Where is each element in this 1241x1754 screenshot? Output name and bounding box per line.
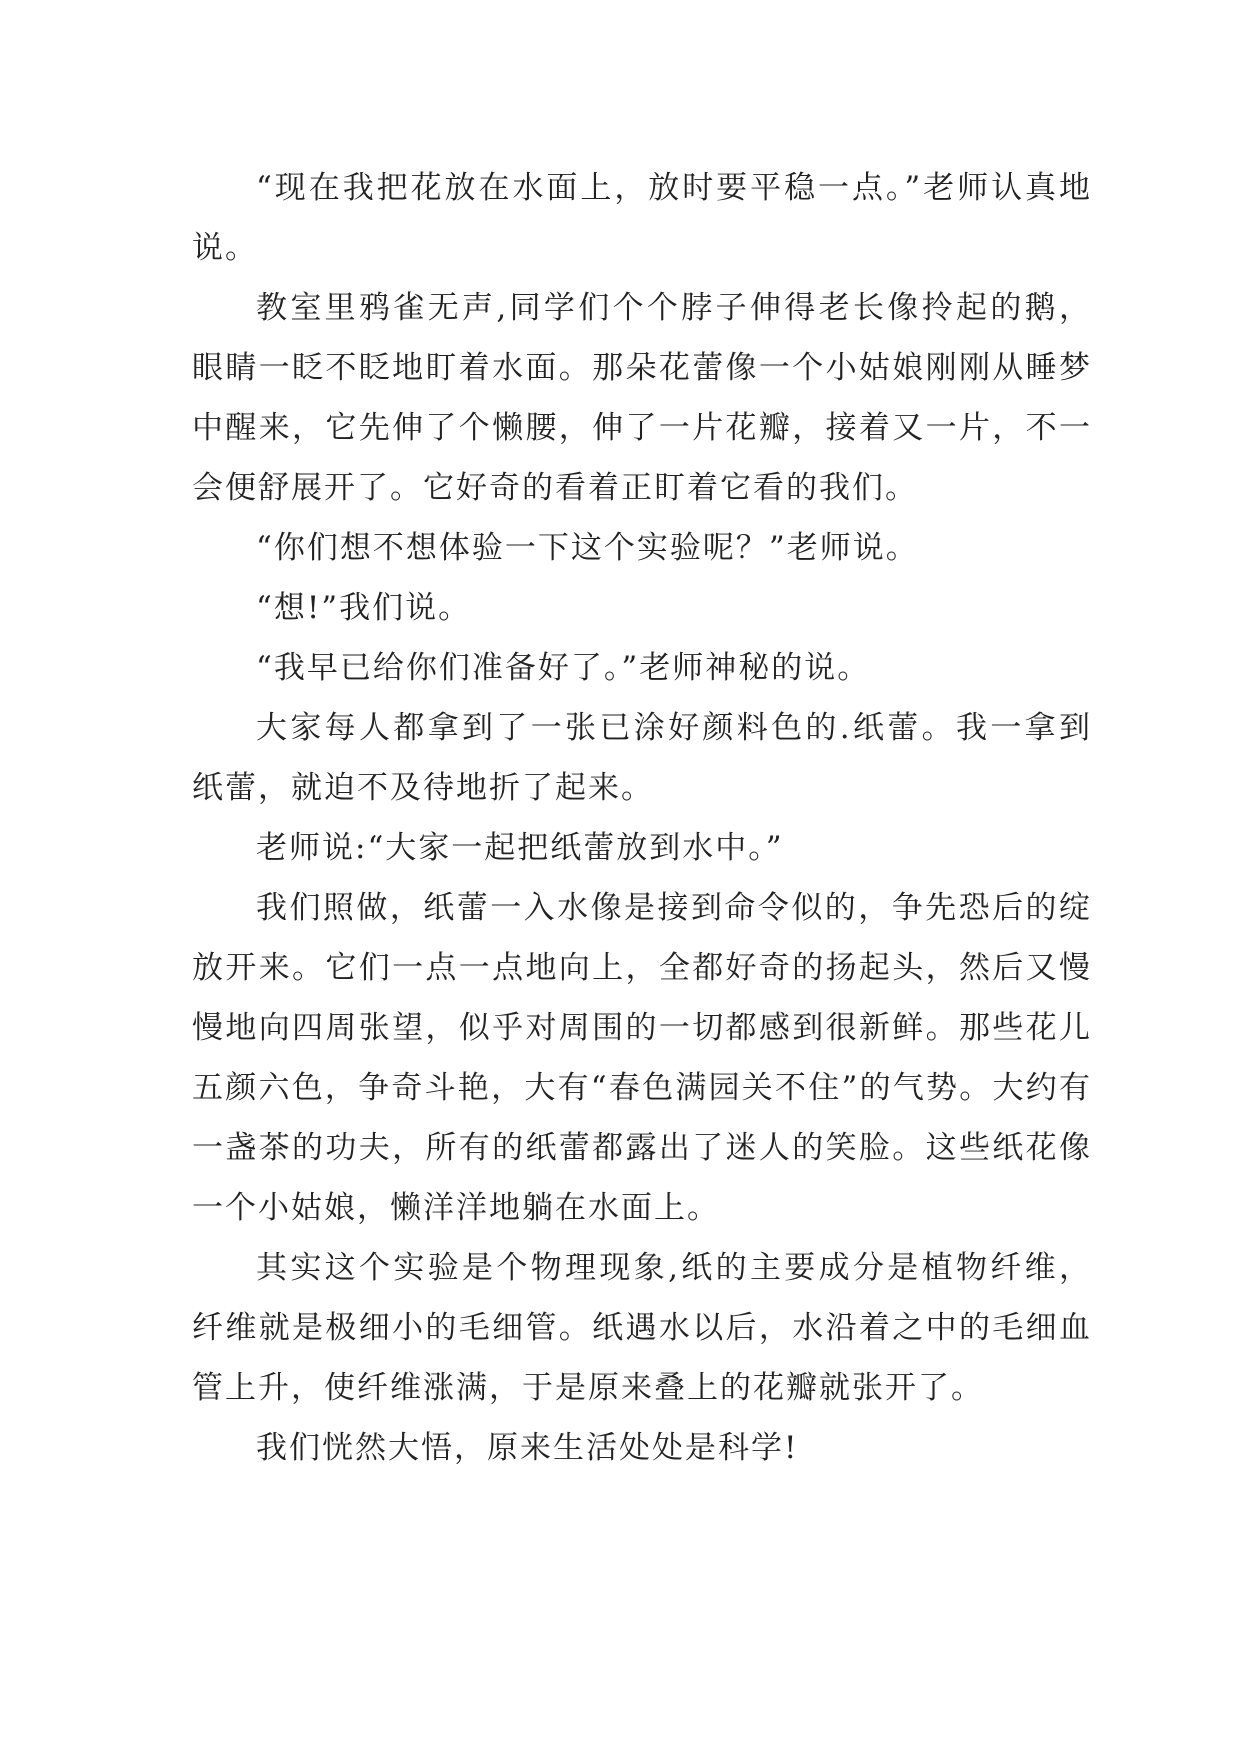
paragraph: 我们恍然大悟，原来生活处处是科学!	[256, 1430, 799, 1466]
paragraph: 大家每人都拿到了一张已涂好颜料色的.纸蕾。我一拿到纸蕾，就迫不及待地折了起来。	[192, 710, 1092, 806]
document-body	[192, 158, 1092, 1478]
paragraph: “我早已给你们准备好了。”老师神秘的说。	[256, 650, 871, 686]
paragraph: 老师说:“大家一起把纸蕾放到水中。”	[256, 830, 784, 866]
paragraph: 教室里鸦雀无声,同学们个个脖子伸得老长像拎起的鹅，眼睛一眨不眨地盯着水面。那朵花蕾像一个小姑娘刚刚从睡梦中醒来，它先伸了个懒腰，伸了一片花瓣，接着又一片，不一会便舒展开了。它好奇的看着正盯着它看的我们。	[192, 290, 1092, 506]
paragraph: “现在我把花放在水面上，放时要平稳一点。”老师认真地说。	[192, 170, 1092, 266]
paragraph: 其实这个实验是个物理现象,纸的主要成分是植物纤维，纤维就是极细小的毛细管。纸遇水以后，水沿着之中的毛细血管上升，使纤维涨满，于是原来叠上的花瓣就张开了。	[192, 1250, 1092, 1406]
paragraph: “你们想不想体验一下这个实验呢？”老师说。	[256, 530, 919, 566]
paragraph: “想!”我们说。	[256, 590, 472, 626]
paragraph: 我们照做，纸蕾一入水像是接到命令似的，争先恐后的绽放开来。它们一点一点地向上，全都好奇的扬起头，然后又慢慢地向四周张望，似乎对周围的一切都感到很新鲜。那些花儿五颜六色，争奇斗艳，大有“春色满园关不住”的气势。大约有一盏茶的功夫，所有的纸蕾都露出了迷人的笑脸。这些纸花像一个小姑娘，懒洋洋地躺在水面上。	[192, 890, 1092, 1226]
